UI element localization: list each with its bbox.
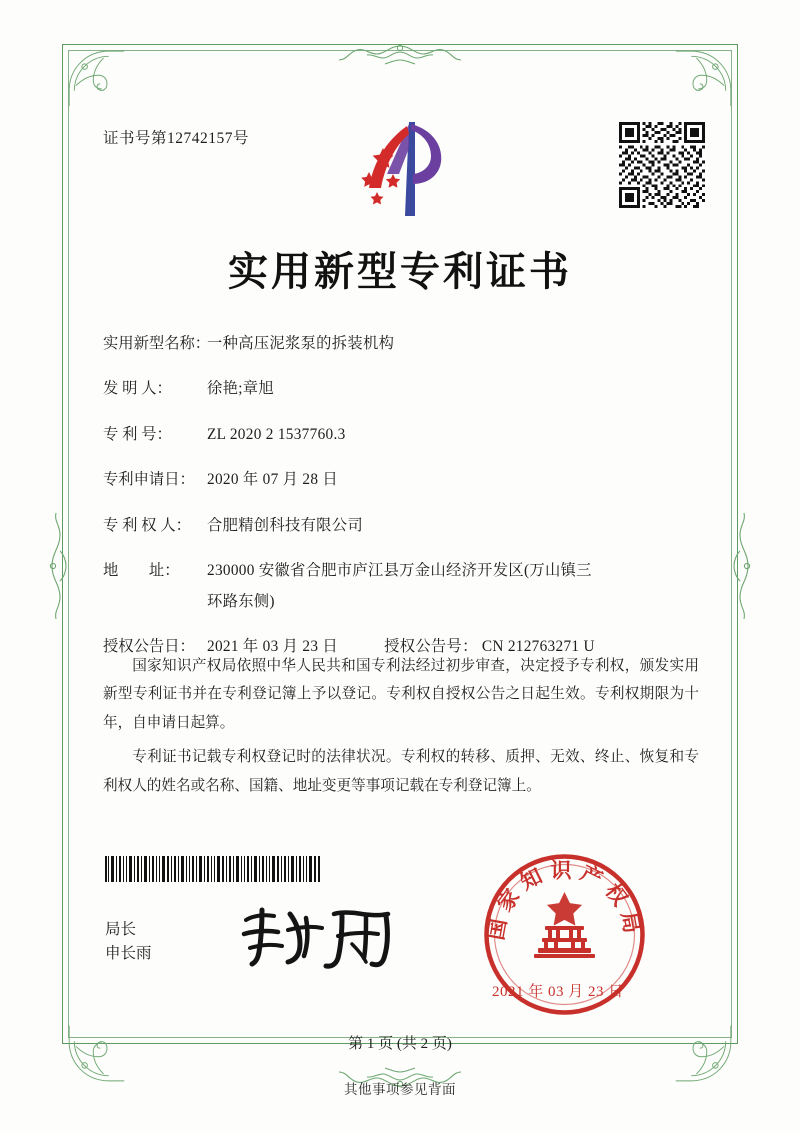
top-flourish-icon [285, 42, 515, 76]
field-row [103, 514, 703, 538]
field-label: 实用新型名称： [103, 335, 211, 352]
field-label-announcement-date: 授权公告日： [103, 638, 195, 656]
handwritten-signature-icon [230, 900, 420, 972]
field-row [103, 332, 703, 356]
side-flourish-icon [46, 481, 80, 651]
field-row [103, 468, 703, 492]
field-value: 合肥精创科技有限公司 [207, 516, 363, 534]
field-label: 专 利 权 人： [103, 516, 191, 534]
certificate-number: 证书号第12742157号 [103, 130, 250, 147]
signature-name: 申长雨 [105, 945, 152, 963]
field-value [207, 559, 703, 614]
field-row-address [103, 559, 703, 614]
field-value: 2020 年 07 月 28 日 [207, 471, 338, 489]
paragraph-1: 国家知识产权局依照中华人民共和国专利法经过初步审查，决定授予专利权，颁发实用新型专利证书并在专利登记簿上予以登记。专利权自授权公告之日起生效。专利权期限为十年，自申请日起算。 [103, 658, 699, 731]
page-title: 实用新型专利证书 [228, 248, 572, 295]
corner-ornament-icon [650, 46, 736, 132]
field-label-announcement-number: 授权公告号： [384, 638, 478, 656]
patent-office-logo-icon [347, 118, 457, 220]
announcement-date-value: 2021 年 03 月 23 日 [207, 638, 338, 656]
svg-text:国家知识产权局: 国家知识产权局 [482, 857, 647, 942]
seal-date: 2021 年 03 月 23 日 [492, 984, 624, 1000]
page-number: 第 1 页 (共 2 页) [348, 1036, 452, 1052]
field-label: 专利申请日： [103, 471, 195, 489]
announcement-number-value: CN 212763271 U [481, 638, 595, 656]
body-paragraphs [103, 652, 699, 806]
signature-block [105, 918, 152, 966]
signature-title: 局长 [105, 921, 137, 938]
field-value: ZL 2020 2 1537760.3 [207, 425, 346, 443]
field-list [103, 332, 703, 676]
address-line-2: 环路东侧) [207, 592, 275, 610]
field-value: 一种高压泥浆泵的拆装机构 [207, 335, 395, 352]
field-label: 专 利 号： [103, 425, 172, 443]
qr-code-icon [619, 122, 705, 208]
field-value: 徐艳;章旭 [207, 380, 274, 398]
field-label: 发 明 人： [103, 380, 172, 398]
corner-ornament-icon [64, 46, 150, 132]
barcode-icon [105, 856, 321, 882]
address-line-1: 230000 安徽省合肥市庐江县万金山经济开发区(万山镇三 [207, 562, 592, 580]
side-flourish-icon [720, 481, 754, 651]
field-label: 地 址： [103, 562, 180, 580]
paragraph-2: 专利证书记载专利权登记时的法律状况。专利权的转移、质押、无效、终止、恢复和专利权人的姓名或名称、国籍、地址变更等事项记载在专利登记簿上。 [103, 749, 699, 794]
footnote: 其他事项参见背面 [344, 1082, 456, 1097]
field-row [103, 377, 703, 401]
field-row [103, 423, 703, 447]
